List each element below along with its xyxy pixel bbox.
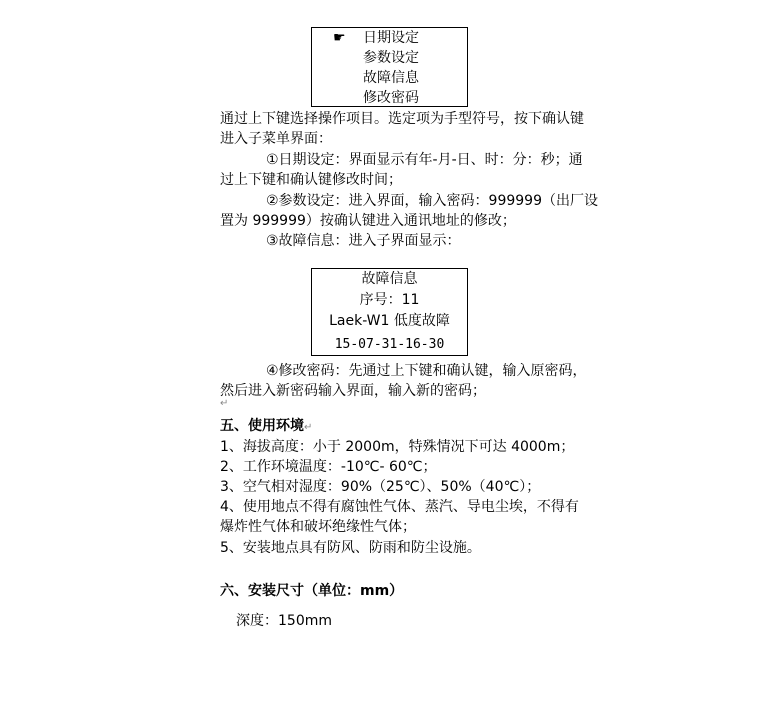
intro-line-1: 通过上下键选择操作项目。选定项为手型符号，按下确认键 (220, 111, 584, 127)
menu-item-fault-info: 故障信息 (363, 70, 419, 86)
section5-heading (220, 416, 312, 438)
section5-heading-text: 五、使用环境 (220, 418, 304, 434)
section5-line-6: 5、安装地点具有防风、防雨和防尘设施。 (220, 540, 481, 556)
hand-pointer-icon: ☛ (333, 30, 346, 46)
section6-heading: 六、安装尺寸（单位：mm） (220, 583, 404, 599)
item2-line-1: ②参数设定：进入界面，输入密码：999999（出厂设 (266, 193, 598, 209)
main-menu-box (311, 27, 468, 107)
item4-line-1: ④修改密码：先通过上下键和确认键，输入原密码， (266, 363, 587, 379)
section5-line-1: 1、海拔高度：小于 2000m，特殊情况下可达 4000m； (220, 439, 575, 455)
paragraph-mark: ↵ (220, 398, 229, 409)
section5-line-2: 2、工作环境温度：-10℃- 60℃； (220, 459, 437, 475)
section5-line-5: 爆炸性气体和破坏绝缘性气体； (220, 519, 416, 535)
menu-item-parameter-setting: 参数设定 (363, 50, 419, 66)
menu-item-date-setting: 日期设定 (363, 30, 419, 46)
item2-line-2: 置为 999999）按确认键进入通讯地址的修改； (220, 213, 516, 229)
depth-spec: 深度：150mm (236, 613, 332, 629)
section5-line-4: 4、使用地点不得有腐蚀性气体、蒸汽、导电尘埃，不得有 (220, 499, 579, 515)
fault-title: 故障信息 (361, 271, 418, 287)
fault-sequence: 序号：11 (359, 292, 420, 308)
item1-line-2: 过上下键和确认键修改时间； (220, 172, 402, 188)
section5-heading-mark: ↵ (304, 422, 313, 433)
intro-line-2: 进入子菜单界面： (220, 131, 332, 147)
item1-line-1: ①日期设定：界面显示有年-月-日、时：分：秒；通 (266, 152, 583, 168)
fault-timestamp: 15-07-31-16-30 (334, 337, 445, 352)
menu-item-change-password: 修改密码 (363, 90, 419, 106)
fault-description: Laek-W1 低度故障 (329, 313, 450, 329)
fault-info-box (311, 268, 468, 356)
section5-line-3: 3、空气相对湿度：90%（25℃）、50%（40℃）； (220, 479, 541, 495)
item4-line-2: 然后进入新密码输入界面，输入新的密码； (220, 383, 486, 399)
item3-line-1: ③故障信息：进入子界面显示： (266, 233, 461, 249)
